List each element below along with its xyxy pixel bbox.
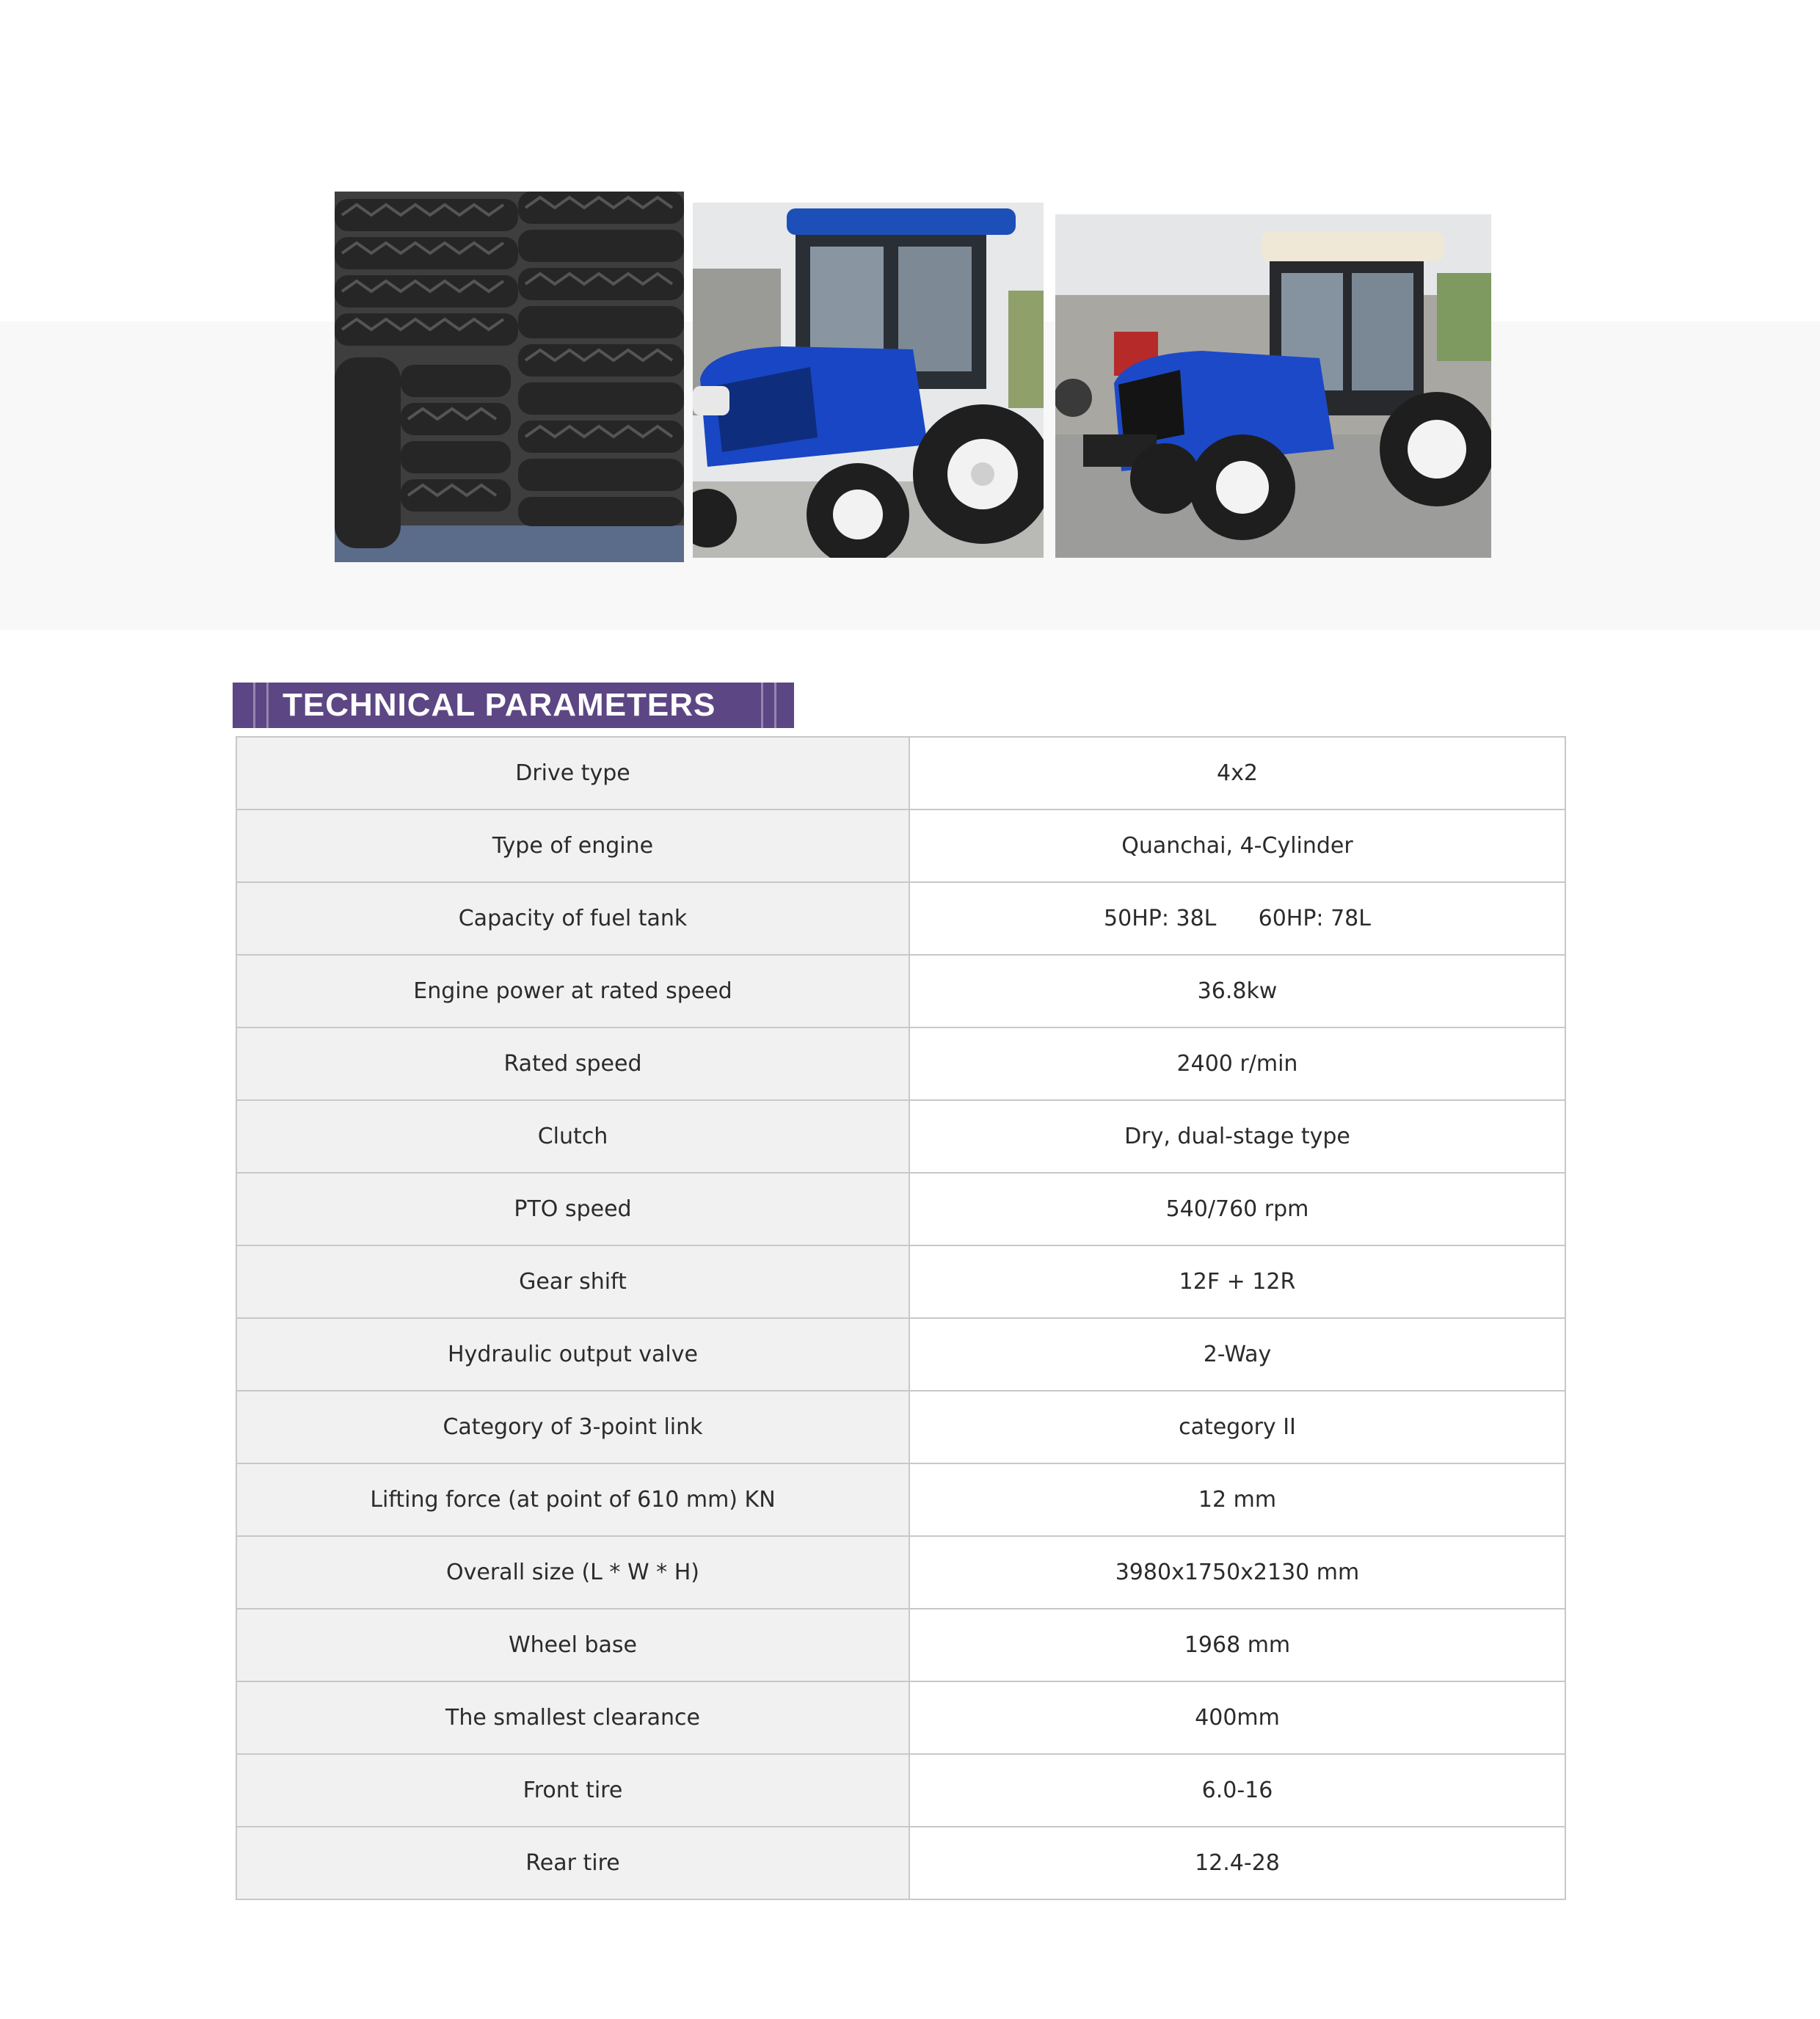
spec-label: The smallest clearance <box>236 1681 909 1754</box>
spec-row <box>236 1245 1565 1318</box>
spec-value: 12.4-28 <box>909 1827 1565 1899</box>
spec-row <box>236 737 1565 810</box>
tires-photo <box>335 192 684 562</box>
spec-row <box>236 1318 1565 1391</box>
spec-label: Hydraulic output valve <box>236 1318 909 1391</box>
spec-row <box>236 882 1565 955</box>
spec-row <box>236 1681 1565 1754</box>
spec-label: Engine power at rated speed <box>236 955 909 1027</box>
tractor-photo-blue-cab <box>693 203 1044 558</box>
spec-label: PTO speed <box>236 1173 909 1245</box>
spec-label: Rear tire <box>236 1827 909 1899</box>
spec-value: 3980x1750x2130 mm <box>909 1536 1565 1609</box>
spec-value: 2400 r/min <box>909 1027 1565 1100</box>
spec-value: 36.8kw <box>909 955 1565 1027</box>
spec-value: 6.0-16 <box>909 1754 1565 1827</box>
spec-row <box>236 1173 1565 1245</box>
spec-label: Wheel base <box>236 1609 909 1681</box>
spec-row <box>236 1463 1565 1536</box>
header-stripe <box>266 683 269 728</box>
spec-label: Capacity of fuel tank <box>236 882 909 955</box>
spec-label: Clutch <box>236 1100 909 1173</box>
spec-value: 1968 mm <box>909 1609 1565 1681</box>
spec-row <box>236 1391 1565 1463</box>
technical-parameters-table <box>236 736 1566 1900</box>
spec-value: 540/760 rpm <box>909 1173 1565 1245</box>
spec-label: Type of engine <box>236 810 909 882</box>
spec-value: Quanchai, 4-Cylinder <box>909 810 1565 882</box>
spec-label: Front tire <box>236 1754 909 1827</box>
spec-row <box>236 955 1565 1027</box>
tractor-photo-white-cab <box>1055 214 1491 558</box>
spec-value: 400mm <box>909 1681 1565 1754</box>
header-stripe <box>253 683 255 728</box>
blue-tractor-with-blue-cab-icon <box>693 203 1044 558</box>
stacked-tractor-tires-icon <box>335 192 684 562</box>
blue-tractor-with-white-cab-icon <box>1055 214 1491 558</box>
spec-row <box>236 1609 1565 1681</box>
spec-value: 50HP: 38L 60HP: 78L <box>909 882 1565 955</box>
spec-label: Category of 3-point link <box>236 1391 909 1463</box>
spec-row <box>236 1827 1565 1899</box>
spec-label: Lifting force (at point of 610 mm) KN <box>236 1463 909 1536</box>
spec-value: Dry, dual-stage type <box>909 1100 1565 1173</box>
spec-label: Gear shift <box>236 1245 909 1318</box>
spec-value: 4x2 <box>909 737 1565 810</box>
section-header <box>233 683 794 728</box>
spec-row <box>236 1536 1565 1609</box>
spec-label: Overall size (L * W * H) <box>236 1536 909 1609</box>
spec-label: Drive type <box>236 737 909 810</box>
spec-value: 12F + 12R <box>909 1245 1565 1318</box>
spec-value: 12 mm <box>909 1463 1565 1536</box>
spec-row <box>236 1027 1565 1100</box>
spec-row <box>236 1100 1565 1173</box>
spec-row <box>236 810 1565 882</box>
header-stripe <box>774 683 776 728</box>
spec-label: Rated speed <box>236 1027 909 1100</box>
spec-value: category II <box>909 1391 1565 1463</box>
section-title: TECHNICAL PARAMETERS <box>283 687 716 723</box>
spec-row <box>236 1754 1565 1827</box>
header-stripe <box>761 683 763 728</box>
spec-value: 2-Way <box>909 1318 1565 1391</box>
